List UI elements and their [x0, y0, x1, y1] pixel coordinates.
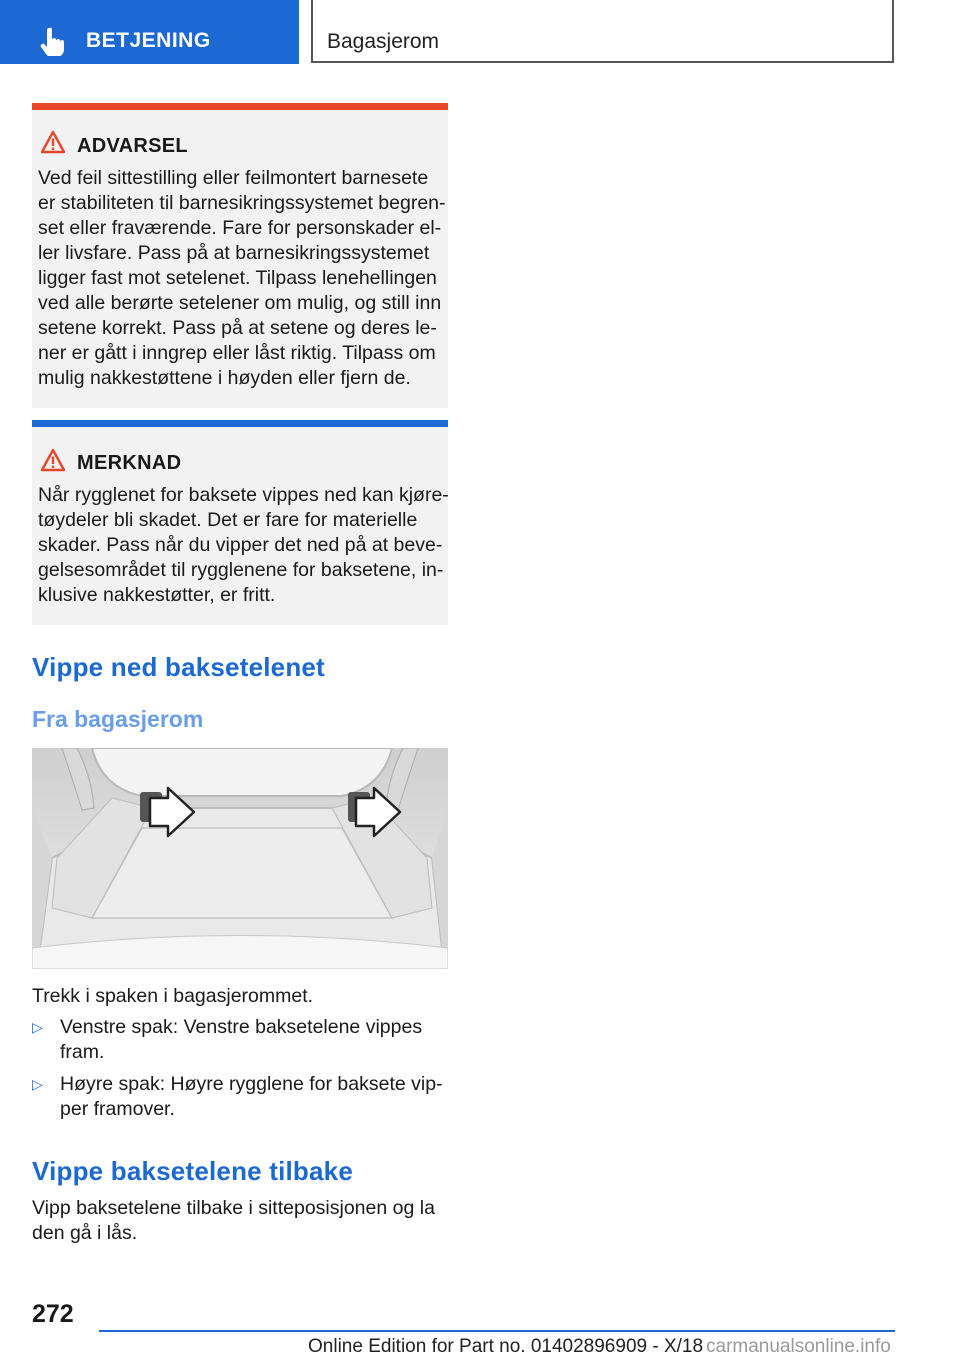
warning-line: ler livsfare. Pass på at barnesikringssystemet: [38, 242, 430, 264]
section-text: [32, 1196, 435, 1246]
warning-line: er stabiliteten til barnesikringssystemet begren-: [38, 192, 446, 214]
warning-line: ner er gått i inngrep eller låst riktig. Tilpass om: [38, 342, 436, 364]
trunk-photo: [32, 748, 448, 969]
chapter-header: [311, 0, 894, 63]
section-heading: Vippe ned baksetelenet: [32, 652, 325, 682]
list-item-line: per framover.: [60, 1098, 175, 1120]
section-heading: Vippe baksetelene tilbake: [32, 1156, 353, 1186]
note-box: [32, 420, 448, 625]
page-number: 272: [32, 1300, 74, 1328]
watermark: carmanualsonline.info: [706, 1336, 891, 1357]
section-subheading: Fra bagasjerom: [32, 706, 204, 732]
bullet-triangle-icon: ▷: [32, 1076, 43, 1092]
trunk-illustration: [32, 748, 448, 969]
edition-text: Online Edition for Part no. 01402896909 - X/18: [308, 1336, 704, 1357]
section-tab: [0, 0, 299, 64]
instruction-text: Trekk i spaken i bagasjerommet.: [32, 985, 314, 1007]
warning-triangle-icon: [40, 130, 66, 154]
list-item-line: Høyre spak: Høyre rygglene for baksete vip-: [60, 1073, 443, 1095]
warning-triangle-icon: [40, 448, 66, 472]
warning-line: ligger fast mot setelenet. Tilpass lenehellingen: [38, 267, 437, 289]
footer-divider: [99, 1330, 895, 1332]
warning-line: mulig nakkestøttene i høyden eller fjern de.: [38, 367, 411, 389]
section-label: BETJENING: [86, 29, 211, 52]
list-item-line: Venstre spak: Venstre baksetelene vippes: [60, 1016, 423, 1038]
section-text-line: Vipp baksetelene tilbake i sitteposisjonen og la: [32, 1197, 435, 1219]
note-text: [38, 483, 448, 608]
note-title: MERKNAD: [77, 452, 182, 474]
note-line: gelsesområdet til rygglenene for baksetene, in-: [38, 559, 444, 581]
warning-line: ved alle berørte setelener om mulig, og still inn: [38, 292, 442, 314]
warning-line: Ved feil sittestilling eller feilmontert barnesete: [38, 167, 429, 189]
section-text-line: den gå i lås.: [32, 1222, 138, 1244]
warning-line: setene korrekt. Pass på at setene og deres le-: [38, 317, 437, 339]
warning-text: [38, 166, 448, 391]
list-item-line: fram.: [60, 1041, 105, 1063]
warning-line: set eller fraværende. Fare for personskader el-: [38, 217, 442, 239]
warning-box: [32, 103, 448, 408]
note-line: skader. Pass når du vipper det ned på at beve-: [38, 534, 443, 556]
warning-title: ADVARSEL: [77, 135, 188, 157]
chapter-title: Bagasjerom: [327, 30, 440, 53]
note-line: Når rygglenet for baksete vippes ned kan kjøre-: [38, 484, 449, 506]
hand-pointer-icon: [40, 26, 66, 56]
bullet-triangle-icon: ▷: [32, 1019, 43, 1035]
note-line: klusive nakkestøtter, er fritt.: [38, 584, 276, 606]
note-line: tøydeler bli skadet. Det er fare for materielle: [38, 509, 418, 531]
